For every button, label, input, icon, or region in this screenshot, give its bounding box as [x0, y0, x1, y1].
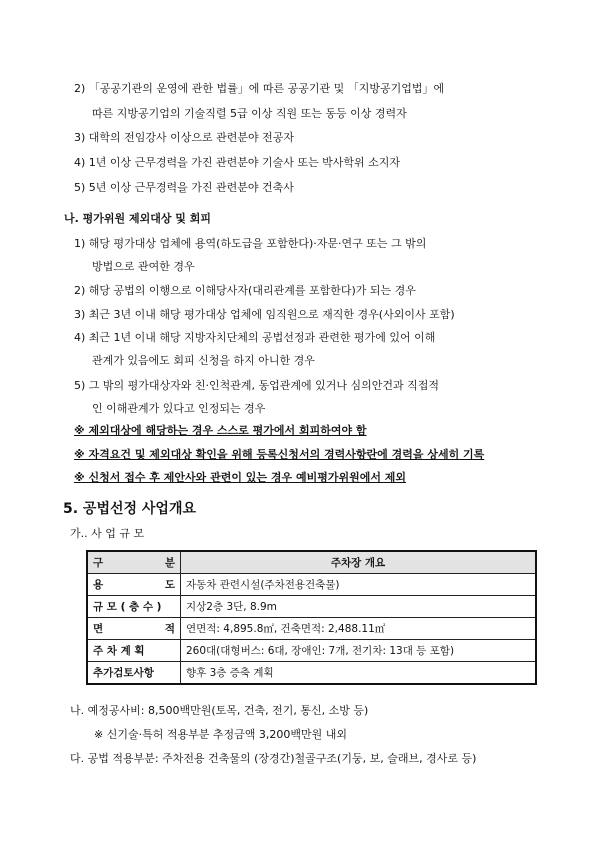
note-1: ※ 제외대상에 해당하는 경우 스스로 평가에서 회피하여야 함: [74, 424, 367, 437]
section-b-heading: 나. 평가위원 제외대상 및 회피: [64, 212, 212, 225]
row-label-part-1: 면: [93, 623, 104, 635]
item-2-line-1: 2) 「공공기관의 운영에 관한 법률」에 따른 공공기관 및 「지방공기업법」에: [74, 82, 445, 95]
section-b-item-2: 2) 해당 공법의 이행으로 이해당사자(대리관계를 포함한다)가 되는 경우: [74, 284, 416, 297]
header-label-part-1: 구: [93, 557, 104, 569]
section-5-title: 5. 공법선정 사업개요: [63, 501, 196, 517]
row-label-cell: [87, 596, 181, 618]
row-value-cell: 260대(대형버스: 6대, 장애인: 7개, 전기차: 13대 등 포함): [181, 640, 537, 662]
row-value-cell: 연면적: 4,895.8㎡, 건축면적: 2,488.11㎡: [181, 618, 537, 640]
row-label-part-1: 규 모 ( 층 수 ): [93, 601, 162, 613]
header-label-cell: [87, 551, 181, 574]
section-5-sub-c: 다. 공법 적용부분: 주차전용 건축물의 (장경간)철골구조(기둥, 보, 슬래브, 경사로 등): [70, 752, 477, 765]
row-value-cell: 향후 3층 증축 계획: [181, 662, 537, 685]
section-b-item-5-line-1: 5) 그 밖의 평가대상자와 친·인척관계, 동업관계에 있거나 심의안건과 직접적: [74, 379, 440, 392]
section-b-item-3: 3) 최근 3년 이내 해당 평가대상 업체에 임직원으로 재직한 경우(사외이사 포함): [74, 308, 455, 321]
row-label-cell: [87, 574, 181, 596]
table-row: [87, 596, 536, 618]
item-4: 4) 1년 이상 근무경력을 가진 관련분야 기술사 또는 박사학위 소지자: [74, 156, 401, 169]
item-5: 5) 5년 이상 근무경력을 가진 관련분야 건축사: [74, 181, 294, 194]
row-label-part-1: 추가검토사항: [93, 667, 154, 679]
item-2-line-2: 따른 지방공기업의 기술직렬 5급 이상 직원 또는 동등 이상 경력자: [92, 107, 407, 120]
row-label-part-2: 적: [164, 623, 175, 635]
table-row: [87, 618, 536, 640]
row-label-cell: [87, 662, 181, 685]
section-b-item-4-line-2: 관계가 있음에도 회피 신청을 하지 아니한 경우: [92, 354, 315, 367]
header-value-cell: 주차장 개요: [181, 551, 537, 574]
section-5-sub-b-note: ※ 신기술·특허 적용부분 추정금액 3,200백만원 내외: [94, 728, 347, 741]
section-5-sub-b: 나. 예정공사비: 8,500백만원(토목, 건축, 전기, 통신, 소방 등): [70, 704, 369, 717]
header-label-part-2: 분: [164, 557, 175, 569]
row-label-part-2: 도: [164, 579, 175, 591]
row-label-part-1: 주 차 계 획: [93, 645, 145, 657]
section-b-item-1-line-2: 방법으로 관여한 경우: [92, 260, 195, 273]
row-label-part-1: 용: [93, 579, 104, 591]
row-value-cell: 자동차 관련시설(주차전용건축물): [181, 574, 537, 596]
row-label-cell: [87, 618, 181, 640]
table-row: [87, 574, 536, 596]
section-5-sub-a: 가.. 사 업 규 모: [70, 527, 145, 540]
table-row: [87, 662, 536, 685]
row-value-cell: 지상2층 3단, 8.9m: [181, 596, 537, 618]
table-row: [87, 640, 536, 662]
item-3: 3) 대학의 전임강사 이상으로 관련분야 전공자: [74, 131, 295, 144]
note-2: ※ 자격요건 및 제외대상 확인을 위해 등록신청서의 경력사항란에 경력을 상세히 기록: [74, 448, 485, 461]
project-overview-table: [86, 550, 537, 685]
section-b-item-5-line-2: 인 이해관계가 있다고 인정되는 경우: [92, 402, 266, 415]
note-3: ※ 신청서 접수 후 제안사와 관련이 있는 경우 예비평가위원에서 제외: [74, 471, 407, 484]
section-b-item-1-line-1: 1) 해당 평가대상 업체에 용역(하도급을 포함한다)·자문·연구 또는 그 밖의: [74, 237, 427, 250]
section-b-item-4-line-1: 4) 최근 1년 이내 해당 지방자치단체의 공법선정과 관련한 평가에 있어 이해: [74, 331, 436, 344]
table-header-row: [87, 551, 536, 574]
row-label-cell: [87, 640, 181, 662]
